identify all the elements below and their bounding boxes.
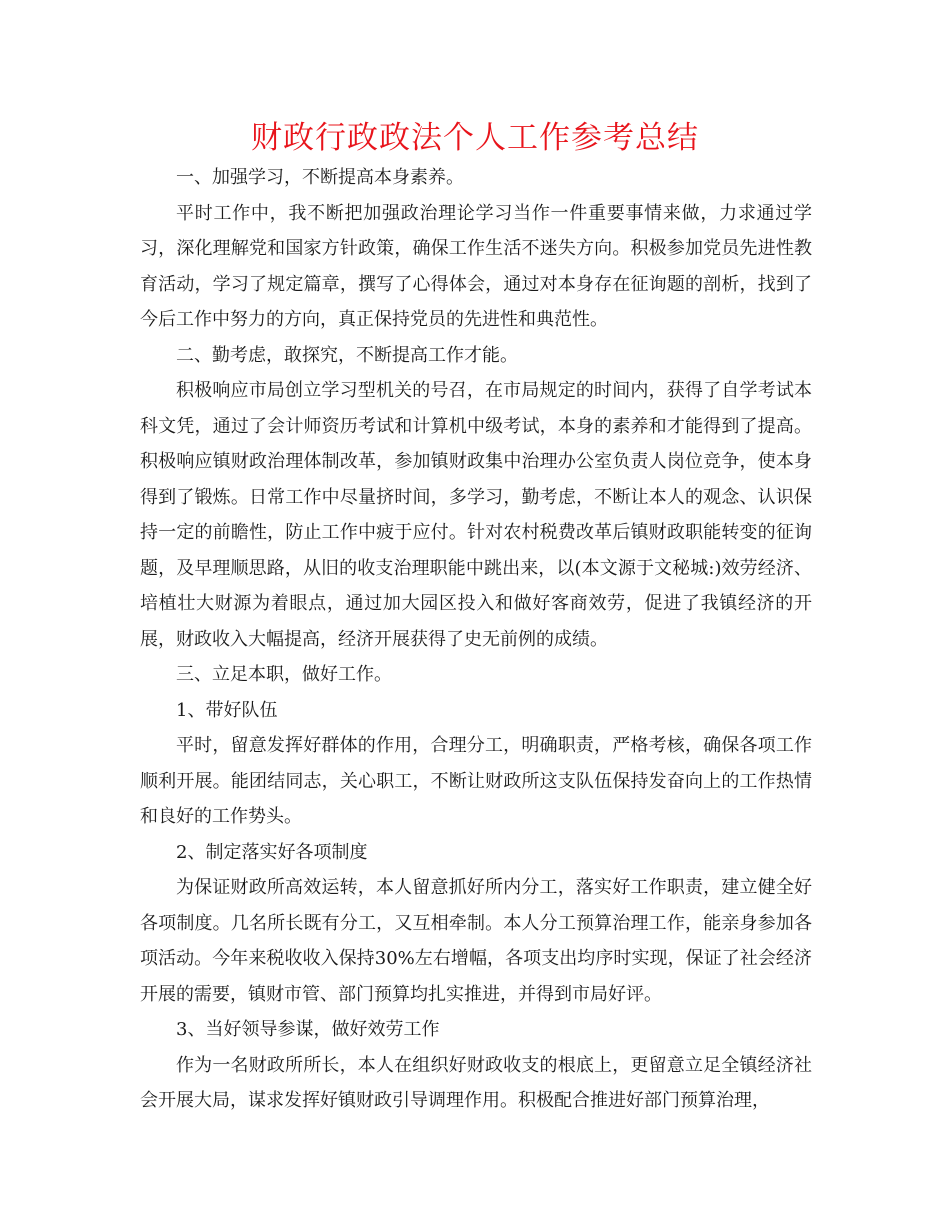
subheading-3: 3、当好领导参谋，做好效劳工作 (176, 1019, 440, 1040)
subheading-1: 1、带好队伍 (176, 699, 278, 721)
section-heading-2: 二、勤考虑，敢探究，不断提高工作才能。 (176, 344, 518, 366)
paragraph-1: 平时工作中，我不断把加强政治理论学习当作一件重要事情来做，力求通过学习，深化理解党和国家方针政策，确保工作生活不迷失方向。积极参加党员先进性教育活动，学习了规定篇章，撰写了心得体会，通过对本身存在征询题的剖析，找到了今后工作中努力的方向，真正保持党员的先进性和典范性。 (140, 202, 812, 330)
document-body (140, 160, 812, 1119)
document-title: 财政行政政法个人工作参考总结 (251, 120, 699, 156)
paragraph-4: 为保证财政所高效运转，本人留意抓好所内分工，落实好工作职责，建立健全好各项制度。几名所长既有分工，又互相牵制。本人分工预算治理工作，能亲身参加各项活动。今年来税收收入保持30%左右增幅，各项支出均序时实现，保证了社会经济开展的需要，镇财市管、部门预算均扎实推进，并得到市局好评。 (140, 877, 812, 1005)
section-heading-1: 一、加强学习，不断提高本身素养。 (176, 167, 464, 188)
paragraph-5: 作为一名财政所所长，本人在组织好财政收支的根底上，更留意立足全镇经济社会开展大局，谋求发挥好镇财政引导调理作用。积极配合推进好部门预算治理， (140, 1054, 812, 1111)
paragraph-2: 积极响应市局创立学习型机关的号召，在市局规定的时间内，获得了自学考试本科文凭，通过了会计师资历考试和计算机中级考试，本身的素养和才能得到了提高。积极响应镇财政治理体制改革，参加镇财政集中治理办公室负责人岗位竞争，使本身得到了锻炼。日常工作中尽量挤时间，多学习，勤考虑，不断让本人的观念、认识保持一定的前瞻性，防止工作中疲于应付。针对农村税费改革后镇财政职能转变的征询题，及早理顺思路，从旧的收支治理职能中跳出来，以(本文源于文秘城:)效劳经济、培植壮大财源为着眼点，通过加大园区投入和做好客商效劳，促进了我镇经济的开展，财政收入大幅提高，经济开展获得了史无前例的成绩。 (140, 380, 812, 650)
subheading-2: 2、制定落实好各项制度 (176, 841, 368, 863)
paragraph-3: 平时，留意发挥好群体的作用，合理分工，明确职责，严格考核，确保各项工作顺利开展。能团结同志，关心职工，不断让财政所这支队伍保持发奋向上的工作热情和良好的工作势头。 (140, 735, 812, 827)
section-heading-3: 三、立足本职，做好工作。 (176, 664, 392, 685)
